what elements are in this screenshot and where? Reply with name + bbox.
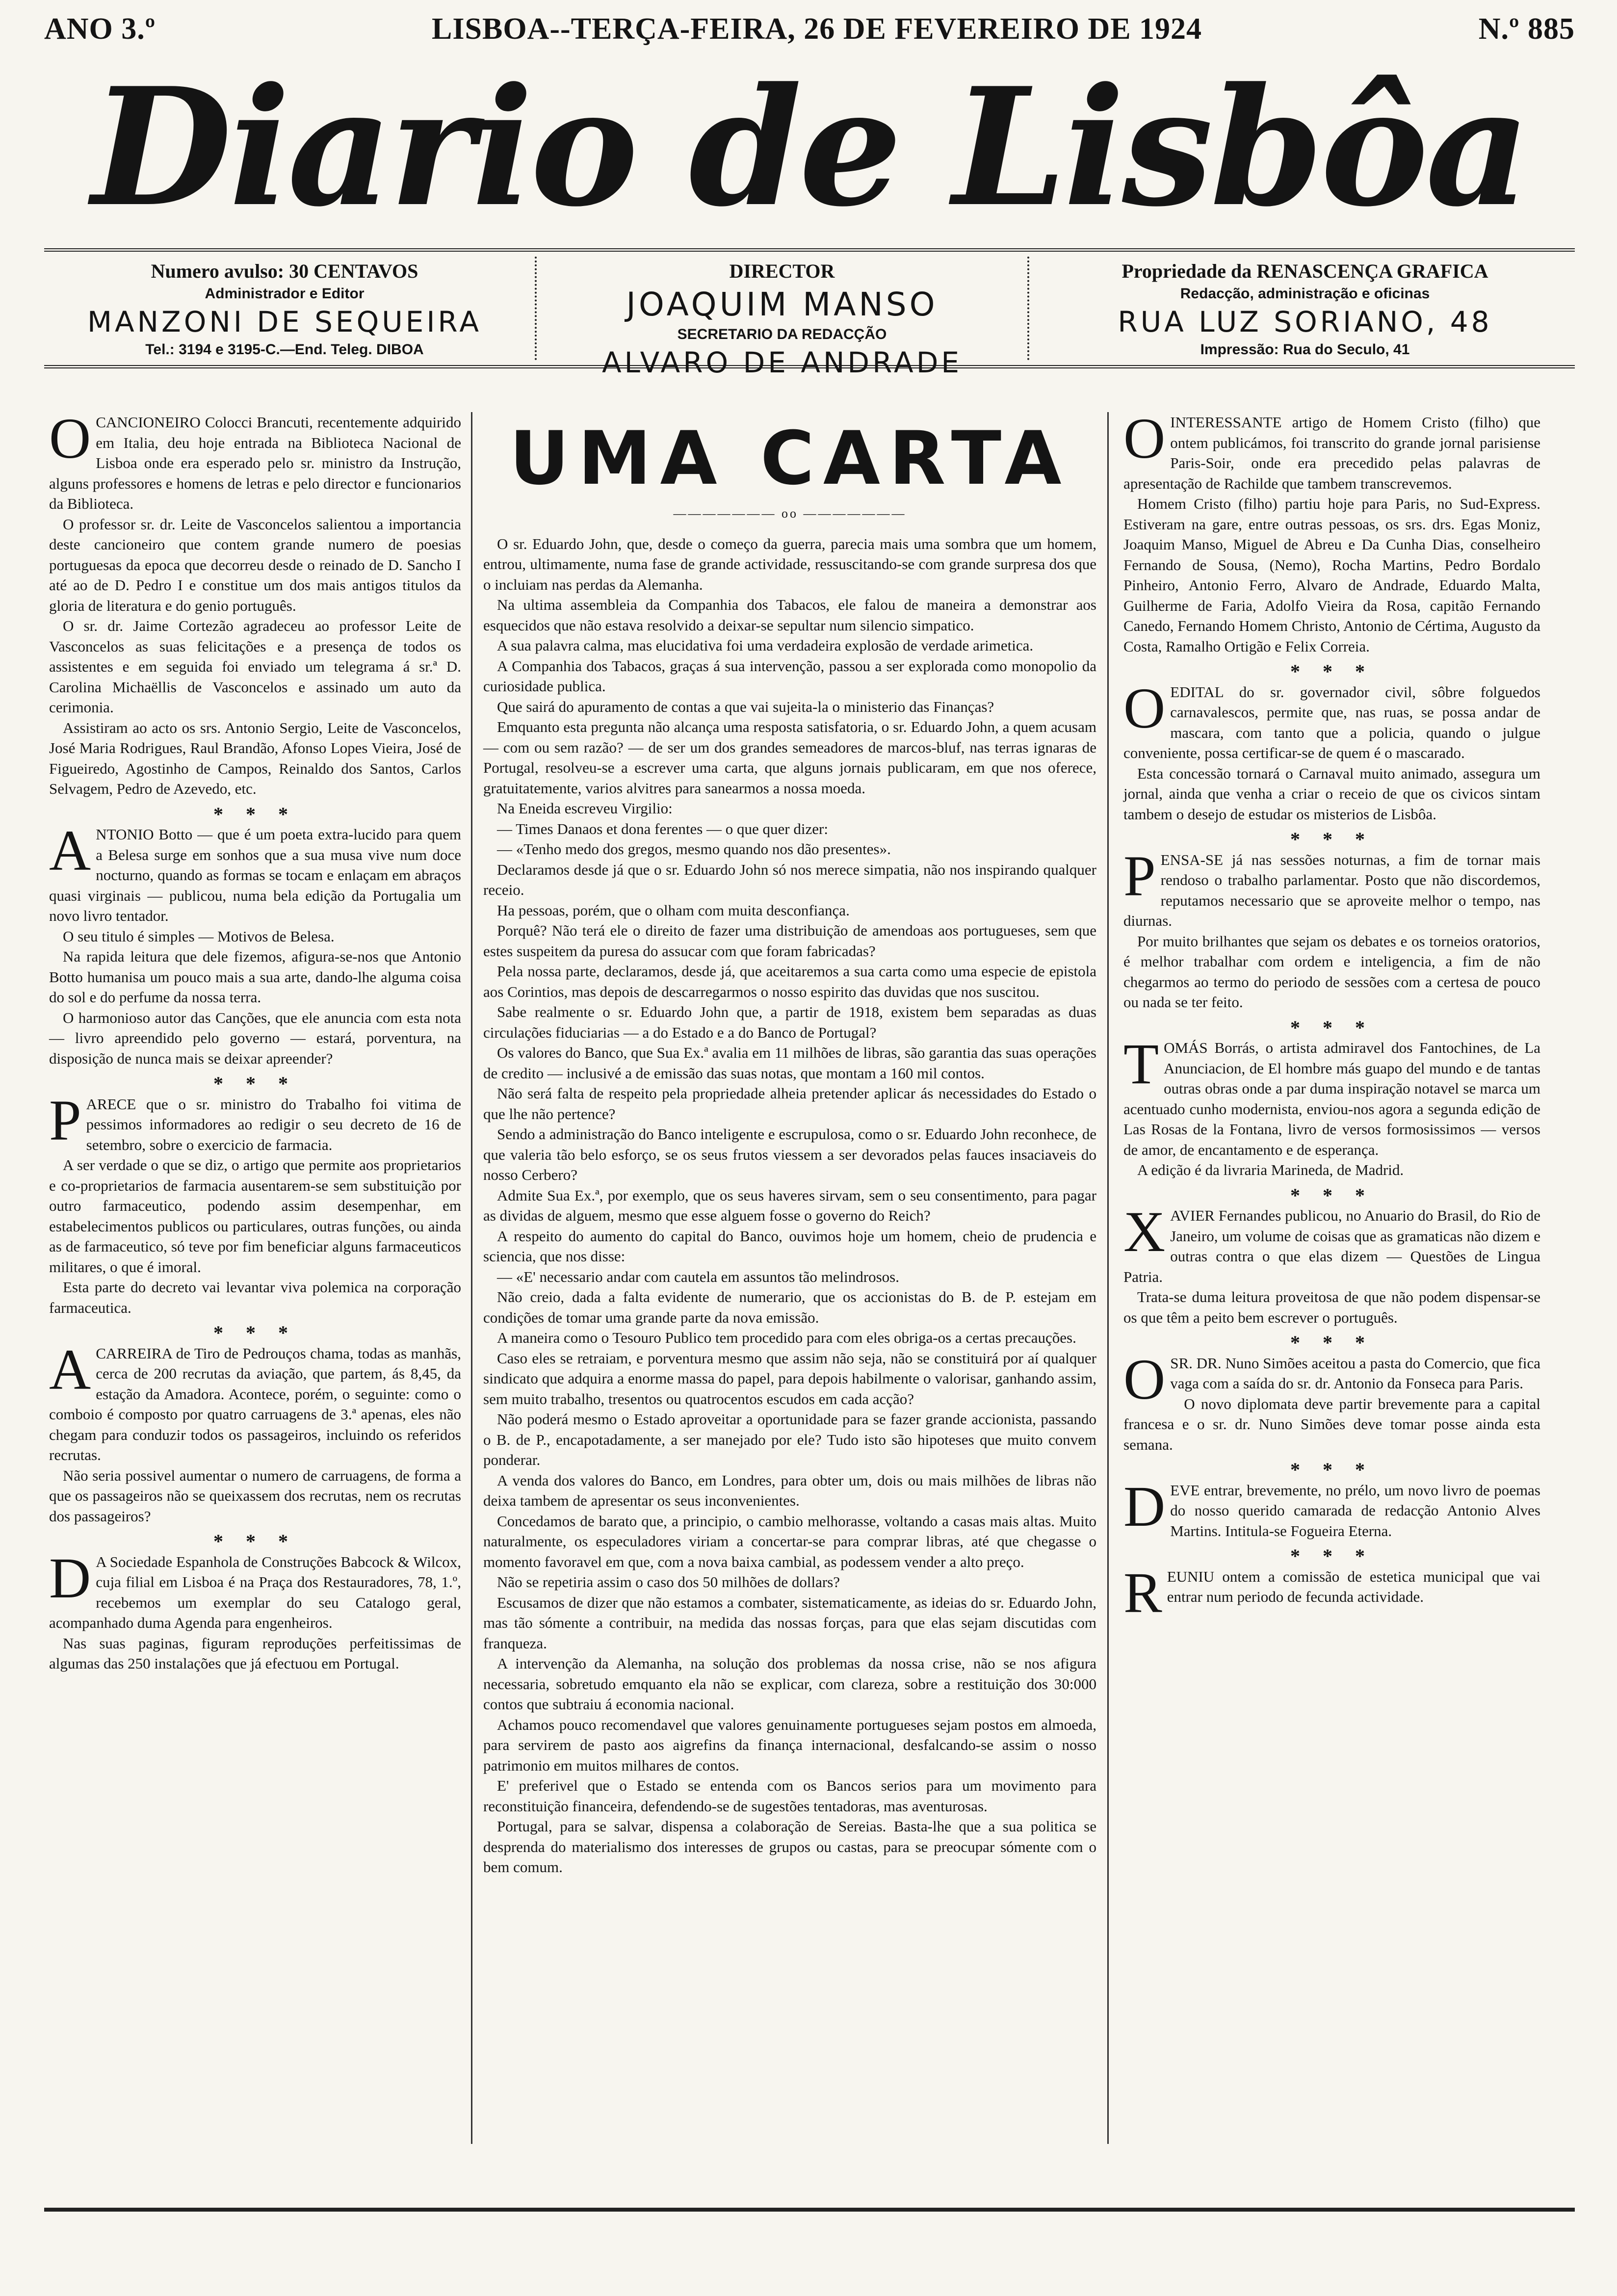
news-brief — [1123, 1032, 1540, 1180]
article-paragraph: Achamos pouco recomendavel que valores genuinamente portugueses sejam postos em almoeda, para servirem de pasto aos aigrefins da finança internacional, desfalcando-se assim o nosso patrimonio em muitos milhares de contos. — [483, 1716, 1096, 1774]
article-paragraph: Declaramos desde já que o sr. Eduardo John só nos merece simpatia, não nos inspirando qualquer receio. — [483, 861, 1096, 898]
section-separator: * * * — [1290, 1184, 1374, 1206]
telephone-line: Tel.: 3194 e 3195-C.—End. Teleg. DIBOA — [145, 341, 424, 358]
drop-cap: X — [1123, 1200, 1166, 1264]
article-paragraph: — «E' necessario andar com cautela em assuntos tão melindrosos. — [497, 1268, 899, 1285]
section-separator: * * * — [1290, 660, 1374, 682]
section-separator: * * * — [213, 803, 297, 825]
bottom-rule — [44, 2208, 1575, 2212]
left-column — [49, 406, 461, 1679]
right-column — [1123, 406, 1540, 1625]
article-paragraph: E' preferivel que o Estado se entenda com os Bancos serios para um movimento para reconstituição financeira, defendendo-se de sugestões tentadoras, mas aventurosas. — [483, 1777, 1096, 1815]
brief-paragraph: Não seria possivel aumentar o numero de carruagens, de forma a que os passageiros não se queixassem dos recrutas, nem os recrutas dos passageiros? — [49, 1466, 461, 1525]
article-paragraph: Porquê? Não terá ele o direito de fazer uma distribuição de amendoas aos portugueses, sem que estes suspeitem da puresa do assucar com que foram fabricadas? — [483, 922, 1096, 960]
article-paragraph: Escusamos de dizer que não estamos a combater, sistematicamente, as ideias do sr. Eduardo John, mas tão sómente a contribuir, na medida das nossas forças, para que elas sejam discutidas com franqueza. — [483, 1593, 1096, 1652]
brief-lead-text: A Sociedade Espanhola de Construções Babcock & Wilcox, cuja filial em Lisboa é na Praça dos Restauradores, 78, 1.º, recebemos um exemplar do seu Catalogo geral, acompanhado duma Agenda para engenheiros. — [49, 1553, 461, 1631]
drop-cap: O — [49, 406, 91, 470]
brief-paragraph — [1123, 1347, 1540, 1411]
director-name: JOAQUIM MANSO — [626, 286, 938, 323]
article-paragraph: Concedamos de barato que, a principio, o cambio melhorasse, voltando a casas mais altas. Muito naturalmente, os especuladores viriam a concertar-se para comprar libras, até que chegasse o momento favoravel em que, com a nova baixa cambial, as podessem vender a alto preço. — [483, 1512, 1096, 1570]
brief-lead-text: ENSA-SE já nas sessões noturnas, a fim de tornar mais rendoso o trabalho parlamentar. Posto que não discordemos, reputamos necessario que se aproveite melhor o tempo, nas diurnas. — [1123, 851, 1540, 929]
article-paragraph: Os valores do Banco, que Sua Ex.ª avalia em 11 milhões de libras, são garantia das suas operações de credito — inclusivé a de emissão das suas notas, que montam a 160 mil contos. — [483, 1044, 1096, 1082]
article-paragraph: Não será falta de respeito pela propriedade alheia pretender aplicar ás necessidades do Estado o que lhe não pertence? — [483, 1085, 1096, 1122]
director-title: DIRECTOR — [729, 260, 835, 282]
article-paragraph: Ha pessoas, porém, que o olham com muita desconfiança. — [497, 901, 850, 919]
article-paragraph: Que sairá do apuramento de contas a que vai sujeita-la o ministerio das Finanças? — [497, 698, 994, 715]
brief-paragraph — [1123, 843, 1540, 931]
drop-cap: O — [1123, 1347, 1166, 1411]
news-brief — [49, 1088, 461, 1318]
brief-lead-text: EVE entrar, brevemente, no prélo, um novo livro de poemas do nosso querido camarada de redacção Antonio Alves Martins. Intitula-se Fogueira Eterna. — [1170, 1481, 1540, 1539]
brief-lead-text: AVIER Fernandes publicou, no Anuario do Brasil, do Rio de Janeiro, um volume de coisas que as gramaticas não dizem e outras contra o que elas dizem — Questões de Lingua Patria. — [1123, 1207, 1540, 1285]
brief-lead-text: NTONIO Botto — que é um poeta extra-lucido para quem a Belesa surge em sonhos que a sua musa vive num doce nocturno, quando as formas se tocam e enlaçam em abraços quasi virginais — publicou, numa bela edição da Portugalia um novo livro tentador. — [49, 826, 461, 924]
newspaper-logo: Diario de Lisbôa — [91, 52, 1528, 242]
brief-paragraph: O seu titulo é simples — Motivos de Belesa. — [63, 927, 335, 945]
address-line: RUA LUZ SORIANO, 48 — [1118, 305, 1492, 339]
section-separator: * * * — [1290, 1459, 1374, 1481]
brief-lead-text: ARECE que o sr. ministro do Trabalho foi vitima de pessimos informadores ao redigir o seu decreto de 16 de setembro, sobre o exercicio de farmacia. — [86, 1095, 461, 1153]
article-body — [483, 534, 1096, 1878]
brief-paragraph — [1123, 1474, 1540, 1541]
section-separator: * * * — [1290, 1016, 1374, 1039]
article-paragraph: Não poderá mesmo o Estado aproveitar a oportunidade para se fazer grande accionista, passando o B. de P., encapotadamente, a ser manejado por ele? Tudo isto são hipoteses que muito convem ponderar. — [483, 1410, 1096, 1468]
brief-lead-text: CARREIRA de Tiro de Pedrouços chama, todas as manhãs, cerca de 200 recrutas da aviação, que partem, ás 8,45, da estação da Amadora. Acontece, porém, o seguinte: como o comboio é composto por quatro carruagens de 3.ª apenas, eles não chegam para conduzir todos os passageiros, incluindo os referidos recrutas. — [49, 1344, 461, 1463]
article-title: UMA CARTA — [509, 416, 1070, 501]
drop-cap: R — [1123, 1560, 1162, 1625]
brief-paragraph — [49, 818, 461, 926]
brief-paragraph: O harmonioso autor das Canções, que ele anuncia com esta nota — livro apreendido pelo governo — estará, porventura, na disposição de nunca mais se deixar apreender? — [49, 1009, 461, 1067]
brief-paragraph — [49, 1545, 461, 1633]
admin-info — [49, 257, 520, 360]
news-brief — [1123, 1347, 1540, 1455]
article-paragraph: Admite Sua Ex.ª, por exemplo, que os seus haveres sirvam, sem o seu consentimento, para pagar as dividas de alguem, mesmo que esse alguem fosse o governo do Reich? — [483, 1186, 1096, 1224]
brief-paragraph: O sr. dr. Jaime Cortezão agradeceu ao professor Leite de Vasconcelos as suas felicitações e a presença de todos os assistentes e em seguida foi enviado um telegrama á sr.ª D. Carolina Michaëllis de Vasconcelos e assinado um auto da cerimonia. — [49, 617, 461, 716]
news-brief — [49, 1337, 461, 1527]
article-paragraph: A sua palavra calma, mas elucidativa foi uma verdadeira explosão de verdade arimetica. — [497, 637, 1034, 654]
article-paragraph: A maneira como o Tesouro Publico tem procedido para com eles obriga-os a certas precauções. — [497, 1329, 1076, 1346]
news-brief — [49, 406, 461, 799]
drop-cap: P — [1123, 843, 1156, 908]
article-paragraph: Portugal, para se salvar, dispensa a colaboração de Sereias. Basta-lhe que a sua politica se desprenda do materialismo dos interesses de grupos ou castas, para se preocupar sómente com o bem comum. — [483, 1818, 1096, 1876]
brief-paragraph — [49, 406, 461, 514]
article-paragraph: Sabe realmente o sr. Eduardo John que, a partir de 1918, existem bem separadas as duas circulações fiduciarias — a do Estado e a do Banco de Portugal? — [483, 1003, 1096, 1041]
article-paragraph: Pela nossa parte, declaramos, desde já, que aceitaremos a sua carta como uma especie de epistola aos Corintios, mas depois de descarregarmos o nosso espirito das duvidas que nos suscitou. — [483, 963, 1096, 1000]
brief-paragraph: A ser verdade o que se diz, o artigo que permite aos proprietarios e co-proprietarios de farmacia ausentarem-se sem substituição por outro farmaceutico, podendo assim desempenhar, em estabelecimentos publicos ou particulares, outras funções, ou ainda as de farmaceutico, só teve por fim beneficiar alguns farmaceuticos militares, o que é imoral. — [49, 1156, 461, 1276]
drop-cap: A — [49, 1337, 91, 1402]
section-separator: * * * — [213, 1530, 297, 1552]
drop-cap: O — [1123, 406, 1166, 470]
brief-lead-text: EDITAL do sr. governador civil, sôbre folguedos carnavalescos, permite que, nas ruas, se possa andar de mascara, com tanto que a policia, quando o julgue conveniente, possa certificar-se de quem é o mascarado. — [1123, 683, 1540, 761]
drop-cap: A — [49, 818, 91, 883]
article-paragraph: A respeito do aumento do capital do Banco, ouvimos hoje um homem, cheio de prudencia e sciencia, que nos disse: — [483, 1227, 1096, 1265]
news-brief — [49, 818, 461, 1069]
brief-paragraph: O novo diplomata deve partir brevemente para a capital francesa e o sr. dr. Nuno Simões deve tomar posse ainda esta semana. — [1123, 1395, 1540, 1453]
masthead — [44, 0, 1575, 379]
price-line: Numero avulso: 30 CENTAVOS — [151, 260, 418, 282]
brief-lead-text: OMÁS Borrás, o artista admiravel dos Fantochines, de La Anunciacion, de El hombre más guapo del mundo e de tantas outras obras onde a par duma inspiração notavel se marca um acentuado cunho modernista, enviou-nos agora a segunda edição de Las Rosas de la Fontana, livro de versos formosissimos — versos de amor, de encantamento e de esperança. — [1123, 1039, 1540, 1158]
section-separator: * * * — [213, 1072, 297, 1095]
dateline: LISBOA--TERÇA-FEIRA, 26 DE FEVEREIRO DE 1924 — [432, 12, 1202, 46]
article-paragraph: Na ultima assembleia da Companhia dos Tabacos, ele falou de maneira a demonstrar aos esquecidos que não estava resolvido a deixar-se sepultar num silencio simpatico. — [483, 596, 1096, 634]
article-paragraph: — «Tenho medo dos gregos, mesmo quando nos dão presentes». — [497, 840, 891, 858]
brief-paragraph — [1123, 1032, 1540, 1160]
news-brief — [1123, 1474, 1540, 1541]
article-paragraph: A venda dos valores do Banco, em Londres, para obter um, dois ou mais milhões de libras não deixa tambem de apresentar os seus inconvenientes. — [483, 1471, 1096, 1509]
brief-paragraph — [49, 1337, 461, 1465]
news-brief — [1123, 843, 1540, 1013]
owner-line: Propriedade da RENASCENÇA GRAFICA — [1121, 260, 1488, 282]
brief-paragraph: Assistiram ao acto os srs. Antonio Sergio, Leite de Vasconcelos, José Maria Rodrigues, Raul Brandão, Afonso Lopes Vieira, José de Figueiredo, Agostinho de Campos, Reinaldo dos Santos, Carlos Selvagem, Pedro de Azevedo, etc. — [49, 719, 461, 797]
admin-title: Administrador e Editor — [205, 286, 365, 302]
brief-paragraph: Esta concessão tornará o Carnaval muito animado, assegura um jornal, ainda que venha a criar o receio de que os civicos sintam tambem o desejo de estudar os misterios de Lisbôa. — [1123, 764, 1540, 823]
section-separator: * * * — [1290, 1545, 1374, 1567]
center-column — [471, 412, 1109, 2144]
offices-title: Redacção, administração e oficinas — [1180, 286, 1430, 302]
publisher-info-bar — [44, 248, 1575, 379]
printing-line: Impressão: Rua do Seculo, 41 — [1200, 341, 1410, 358]
ownership-info — [1040, 257, 1570, 360]
article-paragraph: Não creio, dada a falta evidente de numerario, que os accionistas do B. de P. estejam em condições de tomar uma grande parte da nova emissão. — [483, 1288, 1096, 1326]
article-paragraph: Emquanto esta pregunta não alcança uma resposta satisfatoria, o sr. Eduardo John, a quem acusam — com ou sem razão? — de ser um dos grandes semeadores de marcos-bluf, nas terras ignaras de Portugal, resolveu-se a escrever uma carta, que alguns jornais publicaram, em que nos oferece, gratuitatemente, varios alvitres para sanearmos a nossa moeda. — [483, 718, 1096, 797]
brief-lead-text: INTERESSANTE artigo de Homem Cristo (filho) que ontem publicámos, foi transcrito do grande jornal parisiense Paris-Soir, onde era precedido pelas palavras de apresentação de Rachilde que tambem transcrevemos. — [1123, 414, 1540, 492]
drop-cap: D — [49, 1545, 91, 1610]
brief-lead-text: SR. DR. Nuno Simões aceitou a pasta do Comercio, que fica vaga com a saída do sr. dr. Antonio da Fonseca para Paris. — [1170, 1354, 1540, 1392]
drop-cap: T — [1123, 1032, 1159, 1096]
brief-paragraph: Homem Cristo (filho) partiu hoje para Paris, no Sud-Express. Estiveram na gare, entre outras pessoas, os srs. drs. Egas Moniz, Joaquim Manso, Miguel de Abreu e Da Cunha Dias, conselheiro Fernando de Sousa, (Nemo), Rocha Martins, Pedro Bordalo Pinheiro, Antonio Ferro, Alvaro de Andrade, Eduardo Malta, Guilherme de Faria, Adolfo Vieira da Rosa, capitão Fernando Canedo, Fernando Homem Christo, Antonio de Cértima, Augusto da Costa, Ramalho Ortigão e Felix Correia. — [1123, 495, 1540, 655]
drop-cap: O — [1123, 676, 1166, 740]
secretary-title: SECRETARIO DA REDACÇÃO — [677, 326, 887, 342]
brief-lead-text: EUNIU ontem a comissão de estetica municipal que vai entrar num periodo de fecunda actividade. — [1167, 1567, 1540, 1605]
brief-paragraph: Nas suas paginas, figuram reproduções perfeitissimas de algumas das 250 instalações que já efectuou em Portugal. — [49, 1634, 461, 1672]
drop-cap: D — [1123, 1474, 1166, 1539]
news-brief — [1123, 406, 1540, 656]
news-brief — [1123, 676, 1540, 825]
news-brief — [1123, 1560, 1540, 1625]
article-paragraph: A intervenção da Alemanha, na solução dos problemas da nossa crise, não se nos afigura necessaria, sobretudo emquanto ela não se explicar, com clareza, sobre a restituição dos 30:000 contos que subtraiu á economia nacional. — [483, 1655, 1096, 1713]
section-separator: * * * — [1290, 1331, 1374, 1354]
news-brief — [1123, 1200, 1540, 1328]
article-paragraph: A Companhia dos Tabacos, graças á sua intervenção, passou a ser explorada como monopolio da curiosidade publica. — [483, 657, 1096, 695]
article-paragraph: Na Eneida escreveu Virgilio: — [497, 800, 673, 817]
article-paragraph: Sendo a administração do Banco inteligente e escrupulosa, como o sr. Eduardo John reconhece, de que valeria tão belo esforço, se os seus frutos viessem a ser devorados pelas fauces insaciaveis do nosso Cerbero? — [483, 1125, 1096, 1183]
drop-cap: P — [49, 1088, 81, 1152]
brief-paragraph: O professor sr. dr. Leite de Vasconcelos salientou a importancia deste cancioneiro que contem grande numero de poesias portuguesas da epoca que decorreu desde o reinado de D. Sancho I até ao de D. Pedro I e constitue um dos mais antigos titulos da gloria de literatura e do genio português. — [49, 515, 461, 614]
brief-paragraph: Na rapida leitura que dele fizemos, afigura-se-nos que Antonio Botto humanisa um pouco mais a sua arte, dando-lhe alguma coisa do sol e do perfume da nossa terra. — [49, 948, 461, 1006]
article-paragraph: Caso eles se retraiam, e porventura mesmo que assim não seja, não se constituirá por aí qualquer sindicato que adquira a enorme massa do papel, para depois habilmente o valorisar, ganhando assim, sem muito trabalho, tresentos ou quatrocentos escudos em cada acção? — [483, 1349, 1096, 1408]
admin-name: MANZONI DE SEQUEIRA — [87, 305, 482, 339]
brief-paragraph — [1123, 676, 1540, 763]
brief-paragraph — [49, 1088, 461, 1155]
article-paragraph: Não se repetiria assim o caso dos 50 milhões de dollars? — [497, 1573, 840, 1591]
secretary-name: ALVARO DE ANDRADE — [601, 346, 963, 379]
article-paragraph: O sr. Eduardo John, que, desde o começo da guerra, parecia mais uma sombra que um homem, entrou, ultimamente, numa fase de grande actividade, ressuscitando-se com grande surpresa dos que o incluiam nas perdas da Alemanha. — [483, 535, 1096, 593]
brief-paragraph — [1123, 1560, 1540, 1625]
brief-paragraph — [1123, 1200, 1540, 1287]
news-brief — [49, 1545, 461, 1674]
brief-paragraph — [1123, 406, 1540, 494]
brief-paragraph: Esta parte do decreto vai levantar viva polemica na corporação farmaceutica. — [49, 1278, 461, 1316]
section-separator: * * * — [213, 1322, 297, 1344]
brief-paragraph: A edição é da livraria Marineda, de Madrid. — [1137, 1161, 1404, 1178]
section-separator: * * * — [1290, 828, 1374, 850]
article-paragraph: — Times Danaos et dona ferentes — o que quer dizer: — [497, 820, 828, 837]
brief-lead-text: CANCIONEIRO Colocci Brancuti, recentemente adquirido em Italia, deu hoje entrada na Biblioteca Nacional de Lisboa onde era esperado pelo sr. ministro da Instrução, alguns professores e homens de letras e pelo director e funcionarios da Biblioteca. — [49, 414, 461, 512]
director-info — [535, 257, 1029, 379]
volume-number: ANO 3.º — [44, 12, 156, 46]
title-divider: ——————— oo ——————— — [673, 506, 907, 521]
brief-paragraph: Por muito brilhantes que sejam os debates e os torneios oratorios, é melhor trabalhar com ordem e inteligencia, a fim de não chegarmos ao termo do periodo de sessões com a certesa de pouco ou nada se ter feito. — [1123, 932, 1540, 1011]
issue-number: N.º 885 — [1478, 12, 1575, 46]
brief-paragraph: Trata-se duma leitura proveitosa de que não podem dispensar-se os que têm a peito bem escrever o português. — [1123, 1288, 1540, 1326]
